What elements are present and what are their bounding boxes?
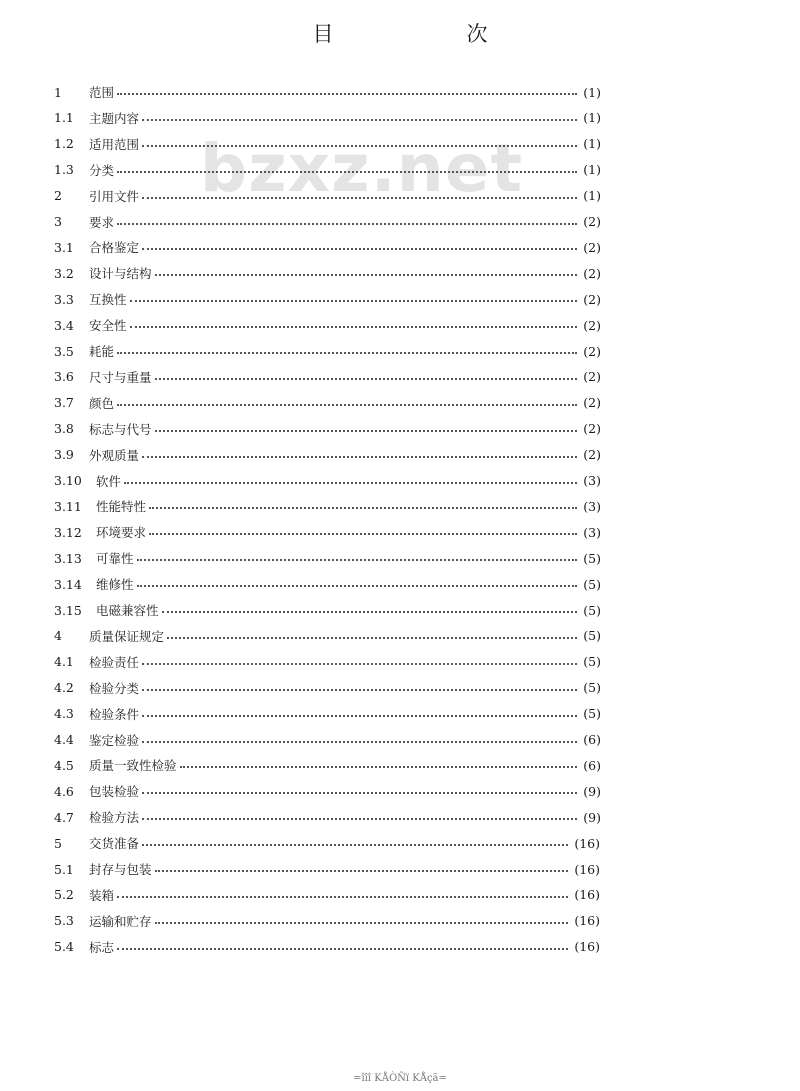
dot-leader — [142, 844, 568, 846]
dot-leader — [137, 585, 578, 587]
toc-entry-label: 质量保证规定 — [89, 628, 165, 644]
dot-leader — [142, 792, 577, 794]
toc-entry-page: (2) — [583, 343, 601, 359]
page-footer: =îîî KÅÒÑï KÅçã= — [353, 1073, 447, 1084]
toc-entry-page: (5) — [583, 706, 601, 722]
dot-leader — [155, 922, 569, 924]
toc-entry — [54, 730, 601, 750]
toc-entry-label: 外观质量 — [89, 447, 140, 463]
toc-entry-number: 2 — [54, 188, 62, 204]
toc-entry-page: (5) — [583, 654, 601, 670]
toc-entry-page: (1) — [583, 110, 601, 126]
toc-entry — [54, 704, 601, 724]
toc-entry-page: (16) — [574, 939, 600, 955]
dot-leader — [149, 507, 577, 509]
dot-leader — [130, 300, 578, 302]
toc-entry-page: (3) — [583, 473, 601, 488]
dot-leader — [142, 715, 577, 717]
toc-entry-label: 检验责任 — [89, 654, 140, 670]
toc-entry-page: (2) — [583, 395, 601, 411]
toc-entry-number: 1.1 — [54, 110, 74, 126]
dot-leader — [155, 274, 578, 276]
toc-entry — [54, 807, 601, 827]
toc-entry-label: 尺寸与重量 — [89, 369, 152, 385]
toc-entry — [54, 186, 601, 206]
toc-entry-number: 3 — [54, 214, 62, 229]
toc-entry-number: 3.12 — [54, 524, 82, 540]
toc-entry-page: (9) — [583, 783, 601, 799]
toc-entry-page: (16) — [574, 913, 600, 929]
toc-entry-label: 合格鉴定 — [89, 240, 140, 256]
toc-entry-page: (2) — [583, 239, 601, 255]
toc-entry — [54, 522, 601, 542]
toc-entry-number: 4 — [54, 628, 62, 644]
dot-leader — [155, 870, 569, 872]
toc-entry-page: (16) — [574, 861, 600, 877]
toc-entry — [54, 678, 601, 698]
toc-entry-number: 1.2 — [54, 136, 74, 152]
toc-entry-number: 3.3 — [54, 291, 74, 307]
dot-leader — [117, 896, 568, 898]
toc-entry — [54, 755, 601, 775]
toc-entry-page: (5) — [583, 550, 601, 566]
toc-entry-label: 标志 — [89, 939, 115, 955]
toc-entry-number: 4.7 — [54, 809, 74, 825]
toc-entry — [54, 626, 601, 646]
dot-leader — [180, 766, 578, 768]
toc-entry-number: 3.8 — [54, 421, 74, 437]
toc-entry-label: 封存与包装 — [89, 862, 152, 877]
dot-leader — [167, 637, 577, 639]
toc-entry — [54, 885, 600, 905]
toc-entry-page: (1) — [583, 162, 601, 178]
toc-entry-number: 1.3 — [54, 162, 74, 178]
dot-leader — [162, 611, 578, 613]
dot-leader — [117, 223, 577, 225]
toc-entry-page: (2) — [583, 421, 601, 437]
toc-entry-number: 5.4 — [54, 939, 74, 955]
toc-entry-page: (16) — [574, 835, 600, 851]
toc-entry — [54, 471, 601, 491]
dot-leader — [117, 93, 577, 95]
toc-entry-label: 要求 — [89, 214, 115, 230]
toc-entry-page: (5) — [583, 602, 601, 618]
toc-entry-label: 环境要求 — [96, 525, 147, 541]
toc-entry-label: 检验条件 — [89, 706, 140, 722]
toc-entry — [54, 393, 601, 413]
dot-leader — [137, 559, 578, 561]
toc-entry — [54, 341, 601, 361]
toc-entry — [54, 237, 601, 257]
toc-entry-label: 范围 — [89, 85, 115, 100]
toc-entry — [54, 134, 601, 154]
toc-entry-page: (2) — [583, 369, 601, 385]
toc-entry-label: 电磁兼容性 — [96, 603, 159, 618]
toc-entry-page: (9) — [583, 809, 601, 825]
dot-leader — [142, 248, 577, 250]
toc-entry-page: (5) — [583, 680, 601, 696]
toc-entry-page: (1) — [583, 136, 601, 152]
dot-leader — [149, 533, 577, 535]
toc-entry-page: (3) — [583, 524, 601, 540]
dot-leader — [117, 352, 577, 354]
toc-entry — [54, 781, 601, 801]
toc-entry-number: 4.5 — [54, 757, 74, 773]
toc-entry-page: (2) — [583, 447, 601, 463]
toc-entry — [54, 496, 601, 516]
toc-entry — [54, 911, 600, 931]
dot-leader — [117, 948, 568, 950]
dot-leader — [130, 326, 578, 328]
toc-entry-page: (2) — [583, 265, 601, 281]
toc-entry-label: 性能特性 — [96, 499, 147, 515]
toc-entry — [54, 600, 601, 620]
toc-entry-number: 3.15 — [54, 602, 82, 618]
dot-leader — [142, 741, 577, 743]
toc-entry-number: 4.6 — [54, 783, 74, 799]
toc-entry-label: 维修性 — [96, 577, 134, 593]
toc-entry — [54, 289, 601, 309]
toc-entry-number: 3.14 — [54, 576, 82, 592]
toc-entry-number: 3.10 — [54, 473, 82, 488]
dot-leader — [155, 430, 578, 432]
toc-entry — [54, 859, 600, 879]
toc-entry-number: 5.1 — [54, 861, 74, 877]
toc-entry-label: 鉴定检验 — [89, 732, 140, 748]
toc-entry — [54, 419, 601, 439]
toc-entry-page: (2) — [583, 317, 601, 333]
dot-leader — [142, 119, 577, 121]
toc-entry-label: 检验分类 — [89, 680, 140, 696]
toc-entry-label: 可靠性 — [96, 551, 134, 567]
toc-entry — [54, 367, 601, 387]
toc-entry-page: (6) — [583, 757, 601, 773]
toc-entry-label: 检验方法 — [89, 810, 140, 826]
toc-entry-label: 设计与结构 — [89, 266, 152, 282]
dot-leader — [142, 663, 577, 665]
toc-entry-number: 5 — [54, 835, 62, 851]
toc-entry-label: 互换性 — [89, 292, 127, 308]
toc-entry-page: (5) — [583, 628, 601, 644]
toc-entry-label: 软件 — [96, 473, 122, 489]
toc-entry — [54, 652, 601, 672]
dot-leader — [142, 456, 577, 458]
toc-entry — [54, 937, 600, 957]
toc-entry-number: 3.9 — [54, 447, 74, 463]
toc-entry — [54, 548, 601, 568]
toc-entry-label: 运输和贮存 — [89, 913, 152, 929]
toc-entry-label: 分类 — [89, 162, 115, 178]
dot-leader — [142, 197, 577, 199]
toc-entry-number: 1 — [54, 84, 62, 100]
toc-entry-label: 包装检验 — [89, 784, 140, 800]
toc-entry-number: 4.2 — [54, 680, 74, 696]
toc-entry-number: 3.6 — [54, 369, 74, 385]
dot-leader — [124, 482, 577, 484]
toc-entry-label: 适用范围 — [89, 136, 140, 152]
toc-entry — [54, 82, 601, 102]
watermark: bzxz.net — [200, 130, 524, 207]
toc-entry-number: 3.11 — [54, 498, 82, 514]
toc-entry-label: 主题内容 — [89, 110, 140, 126]
toc-entry-label: 质量一致性检验 — [89, 758, 177, 774]
toc-entry — [54, 574, 601, 594]
toc-entry-number: 3.5 — [54, 343, 74, 359]
toc-entry-page: (1) — [583, 84, 601, 100]
toc-entry-number: 4.4 — [54, 732, 74, 747]
dot-leader — [142, 818, 577, 820]
toc-entry-number: 3.7 — [54, 395, 74, 411]
toc-entry-page: (1) — [583, 188, 601, 204]
toc-entry-page: (6) — [583, 732, 601, 747]
dot-leader — [155, 378, 578, 380]
toc-entry-number: 3.13 — [54, 550, 82, 566]
dot-leader — [117, 171, 577, 173]
toc-entry-page: (2) — [583, 214, 601, 229]
toc-entry-number: 5.2 — [54, 887, 74, 903]
toc-entry — [54, 263, 601, 283]
toc-entry-page: (2) — [583, 291, 601, 307]
toc-entry — [54, 445, 601, 465]
toc-entry-label: 耗能 — [89, 344, 115, 359]
toc-entry-number: 4.1 — [54, 654, 74, 670]
toc-entry — [54, 160, 601, 180]
toc-entry-number: 4.3 — [54, 706, 74, 722]
toc-entry — [54, 833, 600, 853]
toc-entry-label: 装箱 — [89, 887, 115, 903]
toc-entry-number: 3.4 — [54, 317, 74, 333]
dot-leader — [117, 404, 577, 406]
toc-entry — [54, 315, 601, 335]
toc-entry-page: (3) — [583, 498, 601, 514]
toc-entry-label: 引用文件 — [89, 188, 140, 204]
toc-entry-label: 标志与代号 — [89, 421, 152, 437]
toc-entry-label: 交货准备 — [89, 836, 140, 852]
toc-entry-page: (5) — [583, 576, 601, 592]
dot-leader — [142, 689, 577, 691]
toc-entry — [54, 108, 601, 128]
toc-entry-label: 安全性 — [89, 318, 127, 334]
toc-entry-number: 5.3 — [54, 913, 74, 929]
toc-entry-label: 颜色 — [89, 395, 115, 411]
toc-entry — [54, 212, 601, 232]
toc-entry-number: 3.1 — [54, 239, 74, 255]
toc-entry-number: 3.2 — [54, 265, 74, 281]
toc-entry-page: (16) — [574, 887, 600, 903]
page-title: 目 次 — [312, 22, 544, 46]
dot-leader — [142, 145, 577, 147]
